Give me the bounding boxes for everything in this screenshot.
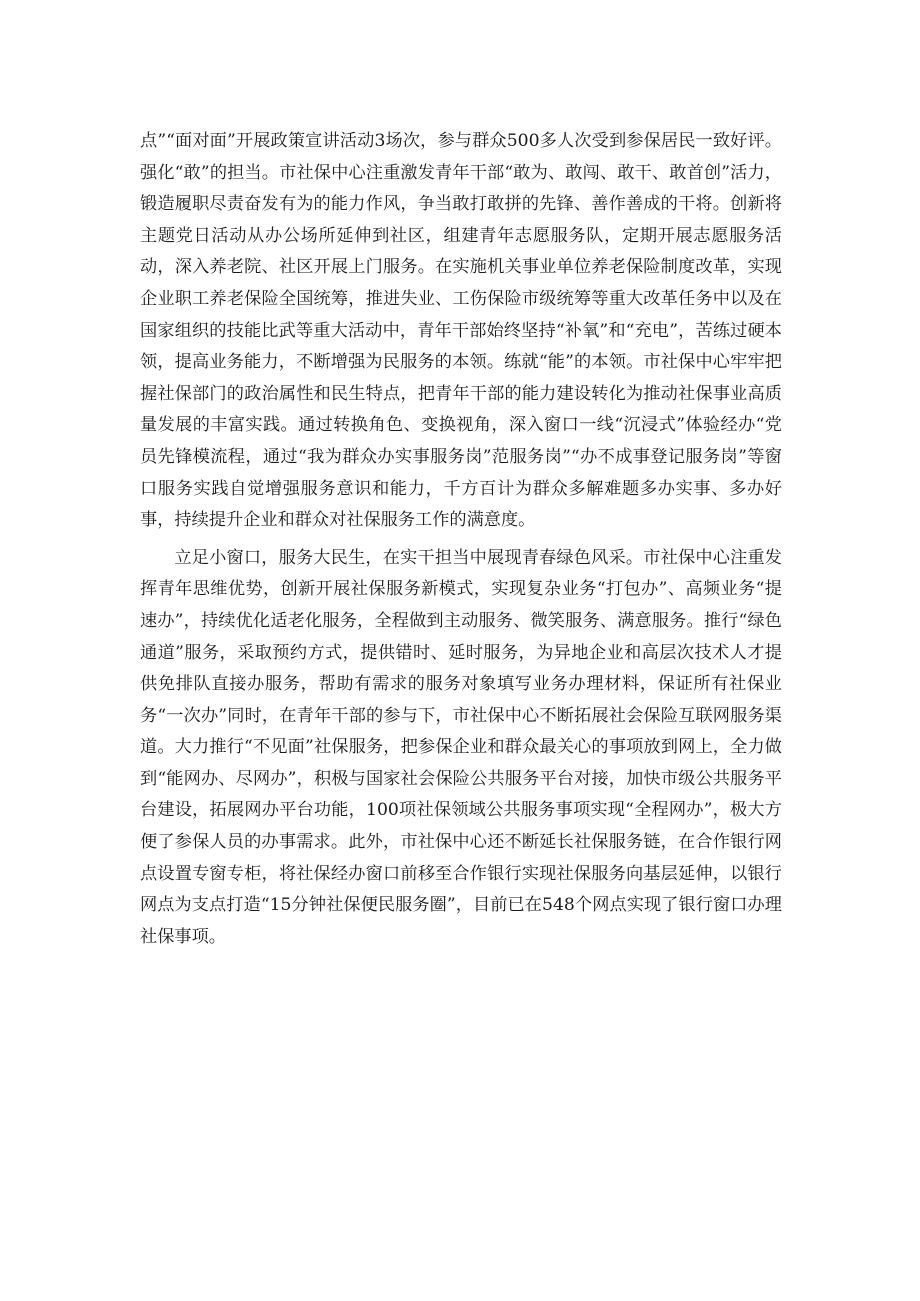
paragraph-continued: 点”“面对面”开展政策宣讲活动3场次，参与群众500多人次受到参保居民一致好评。强化“敢”的担当。市社保中心注重激发青年干部“敢为、敢闯、敢干、敢首创”活力，锻造履职尽责奋发有为的能力作风，争当敢打敢拼的先锋、善作善成的干将。创新将主题党日活动从办公场所延伸到社区，组建青年志愿服务队，定期开展志愿服务活动，深入养老院、社区开展上门服务。在实施机关事业单位养老保险制度改革，实现企业职工养老保险全国统筹，推进失业、工伤保险市级统筹等重大改革任务中以及在国家组织的技能比武等重大活动中，青年干部始终坚持“补氧”和“充电”，苦练过硬本领，提高业务能力，不断增强为民服务的本领。练就“能”的本领。市社保中心牢牢把握社保部门的政治属性和民生特点，把青年干部的能力建设转化为推动社保事业高质量发展的丰富实践。通过转换角色、变换视角，深入窗口一线“沉浸式”体验经办“党员先锋模流程，通过“我为群众办实事服务岗”范服务岗”“办不成事登记服务岗”等窗口服务实践自觉增强服务意识和能力，千方百计为群众多解难题多办实事、多办好事，持续提升企业和群众对社保服务工作的满意度。 — [140, 131, 782, 531]
paragraph-service-window: 立足小窗口，服务大民生，在实干担当中展现青春绿色风采。市社保中心注重发挥青年思维优势，创新开展社保服务新模式，实现复杂业务“打包办”、高频业务“提速办”，持续优化适老化服务，全程做到主动服务、微笑服务、满意服务。推行“绿色通道”服务，采取预约方式，提供错时、延时服务，为异地企业和高层次技术人才提供免排队直接办服务，帮助有需求的服务对象填写业务办理材料，保证所有社保业务“一次办”同时，在青年干部的参与下，市社保中心不断拓展社会保险互联网服务渠道。大力推行“不见面”社保服务，把参保企业和群众最关心的事项放到网上，全力做到“能网办、尽网办”，积极与国家社会保险公共服务平台对接，加快市级公共服务平台建设，拓展网办平台功能，100项社保领域公共服务事项实现“全程网办”，极大方便了参保人员的办事需求。此外，市社保中心还不断延长社保服务链，在合作银行网点设置专窗专柜，将社保经办窗口前移至合作银行实现社保服务向基层延伸，以银行网点为支点打造“15分钟社保便民服务圈”，目前已在548个网点实现了银行窗口办理社保事项。 — [140, 547, 782, 947]
document-body — [140, 126, 782, 953]
